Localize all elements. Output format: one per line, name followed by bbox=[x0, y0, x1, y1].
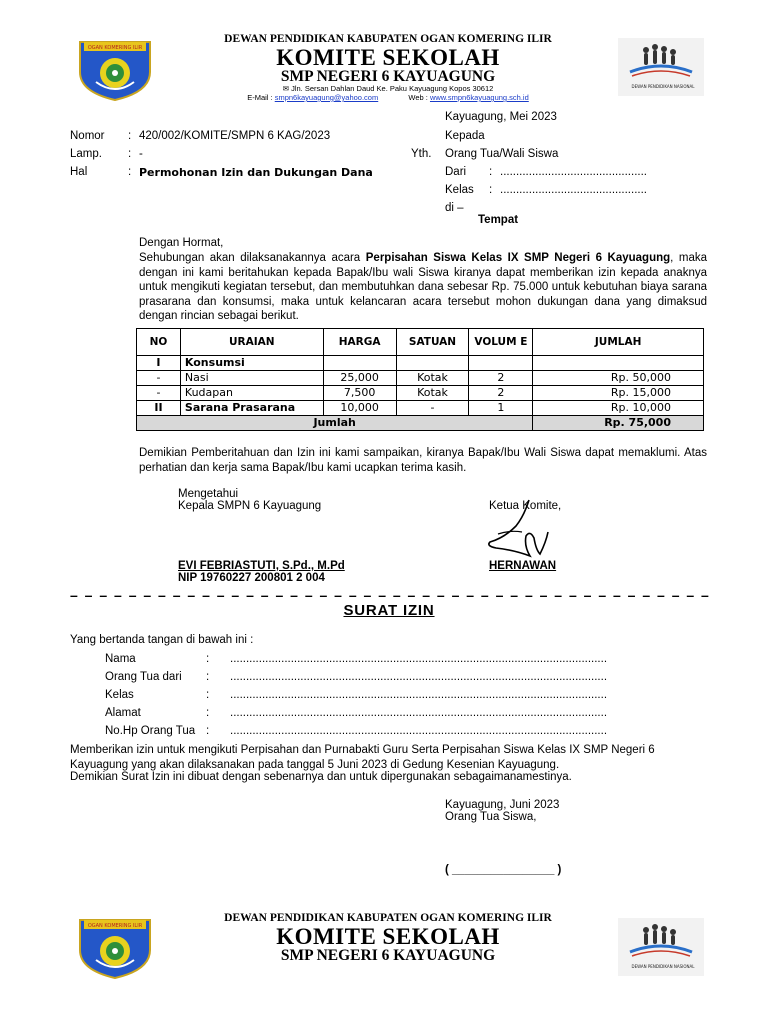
table-row: II Sarana Prasarana 10,000 - 1 Rp. 10,000 bbox=[137, 401, 704, 416]
tempat-label: Tempat bbox=[478, 214, 519, 226]
budget-table bbox=[136, 328, 704, 431]
chair-title: Ketua Komite, bbox=[489, 500, 562, 512]
field-label: Nama bbox=[105, 653, 136, 665]
permit-signer: Orang Tua Siswa, bbox=[445, 811, 537, 823]
field-value: ...................................................................................................................... bbox=[230, 707, 608, 719]
permit-paragraph-1: Memberikan izin untuk mengikuti Perpisahan dan Purnabakti Guru Serta Perpisahan Siswa Kelas IX SMP Negeri 6 Kayuagung yang akan dilaksanakan pada tanggal 5 Juni 2023 di Gedung Kesenian Kayuagung. bbox=[70, 744, 655, 771]
nomor-value: 420/002/KOMITE/SMPN 6 KAG/2023 bbox=[139, 130, 331, 142]
field-label: Kelas bbox=[105, 689, 134, 701]
field-label: Orang Tua dari bbox=[105, 671, 182, 683]
nomor-colon: : bbox=[128, 130, 132, 142]
header-jumlah: JUMLAH bbox=[533, 329, 704, 356]
lamp-label: Lamp. bbox=[70, 148, 102, 160]
council-name: DEWAN PENDIDIKAN KABUPATEN OGAN KOMERING ILIR bbox=[224, 33, 552, 45]
dewan-pendidikan-logo bbox=[618, 918, 704, 976]
field-value: ...................................................................................................................... bbox=[230, 653, 608, 665]
total-value: Rp. 75,000 bbox=[533, 416, 704, 431]
field-value: ...................................................................................................................... bbox=[230, 689, 608, 701]
chair-signature bbox=[484, 496, 564, 568]
hal-value: Permohonan Izin dan Dukungan Dana bbox=[139, 166, 373, 179]
svg-text:OGAN KOMERING ILIR: OGAN KOMERING ILIR bbox=[87, 45, 143, 51]
total-label: Jumlah bbox=[137, 416, 533, 431]
header-uraian: URAIAN bbox=[180, 329, 323, 356]
permit-date: Kayuagung, Juni 2023 bbox=[445, 799, 560, 811]
greeting: Dengan Hormat, bbox=[139, 237, 224, 249]
field-label: No.Hp Orang Tua bbox=[105, 725, 196, 737]
dari-colon: : bbox=[489, 166, 493, 178]
footer-council-name: DEWAN PENDIDIKAN KABUPATEN OGAN KOMERING ILIR bbox=[224, 912, 552, 924]
dari-label: Dari bbox=[445, 166, 467, 178]
ogan-komering-ilir-logo bbox=[76, 914, 154, 980]
closing-paragraph: Demikian Pemberitahuan dan Izin ini kami sampaikan, kiranya Bapak/Ibu Wali Siswa dapat memaklumi. Atas perhatian dan kerja sama Bapak/Ibu kami ucapkan terima kasih. bbox=[139, 447, 707, 474]
kepada-label: Kepada bbox=[445, 130, 485, 142]
chair-name: HERNAWAN bbox=[489, 560, 557, 572]
permit-intro: Yang bertanda tangan di bawah ini : bbox=[70, 634, 254, 646]
website-link[interactable]: www.smpn6kayuagung.sch.id bbox=[429, 93, 529, 102]
field-value: ...................................................................................................................... bbox=[230, 671, 608, 683]
letter-date: Kayuagung, Mei 2023 bbox=[445, 111, 557, 123]
lamp-colon: : bbox=[128, 148, 132, 160]
field-value: ...................................................................................................................... bbox=[230, 725, 608, 737]
principal-nip: NIP 19760227 200801 2 004 bbox=[178, 572, 325, 584]
header-harga: HARGA bbox=[323, 329, 396, 356]
cut-line: – – – – – – – – – – – – – – – – – – – – – – – – – – – – – – – – – – – – – – – – – – – – bbox=[70, 587, 710, 603]
svg-text:OGAN KOMERING ILIR: OGAN KOMERING ILIR bbox=[87, 923, 143, 929]
header-volume: VOLUM E bbox=[469, 329, 533, 356]
signature-blank: ( ________________ ) bbox=[445, 864, 562, 876]
yth-label: Yth. bbox=[411, 148, 432, 160]
email-link[interactable]: smpn6kayuagung@yahoo.com bbox=[274, 93, 379, 102]
principal-title: Kepala SMPN 6 Kayuagung bbox=[178, 500, 322, 512]
kelas-colon: : bbox=[489, 184, 493, 196]
committee-title: KOMITE SEKOLAH bbox=[276, 45, 500, 70]
dewan-pendidikan-logo bbox=[618, 38, 704, 96]
envelope-icon: ✉ bbox=[282, 84, 289, 93]
footer-committee-title: KOMITE SEKOLAH bbox=[276, 924, 500, 949]
ogan-komering-ilir-logo bbox=[76, 36, 154, 102]
permit-title: SURAT IZIN bbox=[343, 602, 435, 619]
recipient: Orang Tua/Wali Siswa bbox=[445, 148, 559, 160]
lamp-value: - bbox=[139, 148, 143, 160]
svg-text:DEWAN PENDIDIKAN NASIONAL: DEWAN PENDIDIKAN NASIONAL bbox=[631, 964, 695, 969]
address-line: ✉ Jln. Sersan Dahlan Daud Ke. Paku Kayuagung Kopos 30612 bbox=[282, 84, 494, 93]
table-total-row bbox=[137, 416, 704, 431]
kelas-label: Kelas bbox=[445, 184, 474, 196]
di-label: di – bbox=[445, 202, 464, 214]
table-row: - Nasi 25,000 Kotak 2 Rp. 50,000 bbox=[137, 371, 704, 386]
kelas-value: .............................................. bbox=[500, 184, 647, 196]
header-satuan: SATUAN bbox=[396, 329, 469, 356]
header-no: NO bbox=[137, 329, 181, 356]
contact-line: E-Mail : smpn6kayuagung@yahoo.com Web : www.smpn6kayuagung.sch.id bbox=[247, 93, 529, 102]
permit-paragraph-2: Demikian Surat Izin ini dibuat dengan sebenarnya dan untuk dipergunakan sebagaimanamestinya. bbox=[70, 771, 572, 783]
hal-colon: : bbox=[128, 166, 132, 178]
svg-text:DEWAN PENDIDIKAN NASIONAL: DEWAN PENDIDIKAN NASIONAL bbox=[631, 84, 695, 89]
hal-label: Hal bbox=[70, 166, 88, 178]
table-row: I Konsumsi bbox=[137, 356, 704, 371]
table-header-row bbox=[137, 329, 704, 356]
table-row: - Kudapan 7,500 Kotak 2 Rp. 15,000 bbox=[137, 386, 704, 401]
dari-value: .............................................. bbox=[500, 166, 647, 178]
field-label: Alamat bbox=[105, 707, 141, 719]
mengetahui: Mengetahui bbox=[178, 488, 239, 500]
principal-name: EVI FEBRIASTUTI, S.Pd., M.Pd bbox=[178, 560, 345, 572]
footer-school-name: SMP NEGERI 6 KAYUAGUNG bbox=[280, 947, 496, 964]
school-name: SMP NEGERI 6 KAYUAGUNG bbox=[280, 68, 496, 85]
body-paragraph: Sehubungan akan dilaksanakannya acara Perpisahan Siswa Kelas IX SMP Negeri 6 Kayuagung, maka dengan ini kami beritahukan kepada Bapak/Ibu wali Siswa kiranya dapat memberikan izin kepada anaknya untuk mengikuti kegiatan tersebut, dan membutuhkan dana sebesar Rp. 75.000 untuk kebutuhan biaya sarana prasarana dan konsumsi, maka untuk kelancaran acara tersebut mohon dukungan dana yang dimaksud dengan rincian sebagai berikut. bbox=[139, 252, 708, 322]
nomor-label: Nomor bbox=[70, 130, 105, 142]
